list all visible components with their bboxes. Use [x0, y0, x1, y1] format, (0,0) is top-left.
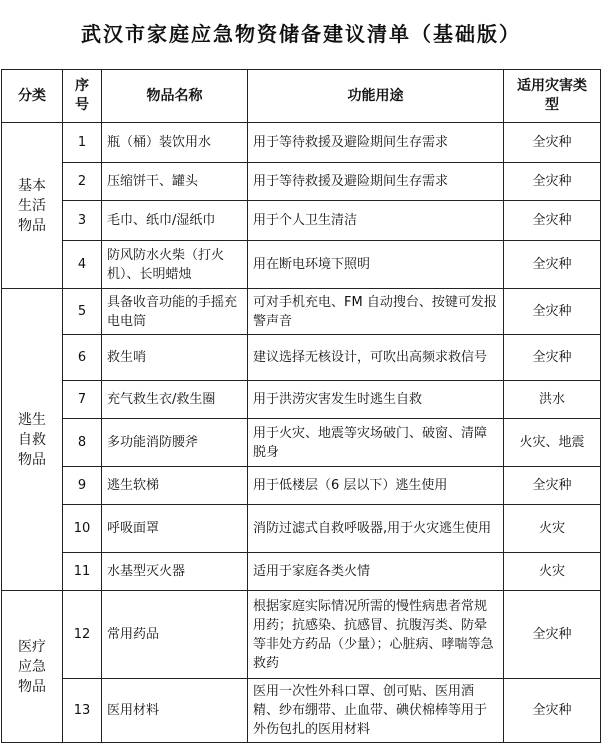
row-number: 1 — [63, 123, 102, 163]
item-name: 多功能消防腰斧 — [102, 419, 248, 467]
item-name: 逃生软梯 — [102, 467, 248, 505]
disaster-type: 洪水 — [504, 381, 601, 419]
header-item: 物品名称 — [102, 70, 248, 123]
disaster-type: 火灾、地震 — [504, 419, 601, 467]
item-use: 用于低楼层（6 层以下）逃生使用 — [248, 467, 504, 505]
disaster-type: 全灾种 — [504, 289, 601, 335]
disaster-type: 火灾 — [504, 553, 601, 591]
row-number: 9 — [63, 467, 102, 505]
table-row — [2, 201, 601, 241]
row-number: 2 — [63, 163, 102, 201]
row-number: 11 — [63, 553, 102, 591]
table-row — [2, 241, 601, 289]
item-name: 瓶（桶）装饮用水 — [102, 123, 248, 163]
row-number: 8 — [63, 419, 102, 467]
row-number: 7 — [63, 381, 102, 419]
table-row — [2, 505, 601, 553]
row-number: 3 — [63, 201, 102, 241]
item-use: 可对手机充电、FM 自动搜台、按键可发报警声音 — [248, 289, 504, 335]
item-name: 救生哨 — [102, 335, 248, 381]
item-use: 消防过滤式自救呼吸器,用于火灾逃生使用 — [248, 505, 504, 553]
disaster-type: 全灾种 — [504, 679, 601, 743]
category-cell: 医疗应急物品 — [2, 591, 63, 743]
item-name: 常用药品 — [102, 591, 248, 679]
item-use: 用于洪涝灾害发生时逃生自救 — [248, 381, 504, 419]
category-cell: 基本生活物品 — [2, 123, 63, 289]
category-cell: 逃生自救物品 — [2, 289, 63, 591]
table-header-row — [2, 70, 601, 123]
item-use: 建议选择无核设计，可吹出高频求救信号 — [248, 335, 504, 381]
row-number: 10 — [63, 505, 102, 553]
row-number: 4 — [63, 241, 102, 289]
table-row — [2, 467, 601, 505]
item-name: 压缩饼干、罐头 — [102, 163, 248, 201]
document-title: 武汉市家庭应急物资储备建议清单（基础版） — [81, 22, 521, 46]
disaster-type: 全灾种 — [504, 201, 601, 241]
item-name: 充气救生衣/救生圈 — [102, 381, 248, 419]
disaster-type: 火灾 — [504, 505, 601, 553]
table-row — [2, 381, 601, 419]
item-use: 医用一次性外科口罩、创可贴、医用酒精、纱布绷带、止血带、碘伏棉棒等用于外伤包扎的医用材料 — [248, 679, 504, 743]
disaster-type: 全灾种 — [504, 163, 601, 201]
row-number: 5 — [63, 289, 102, 335]
table-row — [2, 419, 601, 467]
item-use: 适用于家庭各类火情 — [248, 553, 504, 591]
item-name: 呼吸面罩 — [102, 505, 248, 553]
item-name: 具备收音功能的手摇充电电筒 — [102, 289, 248, 335]
disaster-type: 全灾种 — [504, 123, 601, 163]
table-row — [2, 679, 601, 743]
table-row — [2, 335, 601, 381]
disaster-type: 全灾种 — [504, 335, 601, 381]
item-use: 用于火灾、地震等灾场破门、破窗、清障脱身 — [248, 419, 504, 467]
header-function: 功能用途 — [248, 70, 504, 123]
item-use: 用于个人卫生清洁 — [248, 201, 504, 241]
item-name: 防风防水火柴（打火机）、长明蜡烛 — [102, 241, 248, 289]
item-name: 毛巾、纸巾/湿纸巾 — [102, 201, 248, 241]
item-use: 用在断电环境下照明 — [248, 241, 504, 289]
table-row — [2, 163, 601, 201]
table-row — [2, 591, 601, 679]
header-category: 分类 — [2, 70, 63, 123]
item-name: 医用材料 — [102, 679, 248, 743]
disaster-type: 全灾种 — [504, 241, 601, 289]
item-use: 用于等待救援及避险期间生存需求 — [248, 123, 504, 163]
row-number: 13 — [63, 679, 102, 743]
supply-table — [1, 69, 601, 743]
item-use: 用于等待救援及避险期间生存需求 — [248, 163, 504, 201]
row-number: 12 — [63, 591, 102, 679]
header-disaster: 适用灾害类型 — [504, 70, 601, 123]
item-name: 水基型灭火器 — [102, 553, 248, 591]
header-number: 序号 — [63, 70, 102, 123]
row-number: 6 — [63, 335, 102, 381]
table-row — [2, 289, 601, 335]
disaster-type: 全灾种 — [504, 467, 601, 505]
item-use: 根据家庭实际情况所需的慢性病患者常规用药；抗感染、抗感冒、抗腹泻类、防晕等非处方药品（少量）；心脏病、哮喘等急救药 — [248, 591, 504, 679]
disaster-type: 全灾种 — [504, 591, 601, 679]
table-row — [2, 123, 601, 163]
table-row — [2, 553, 601, 591]
